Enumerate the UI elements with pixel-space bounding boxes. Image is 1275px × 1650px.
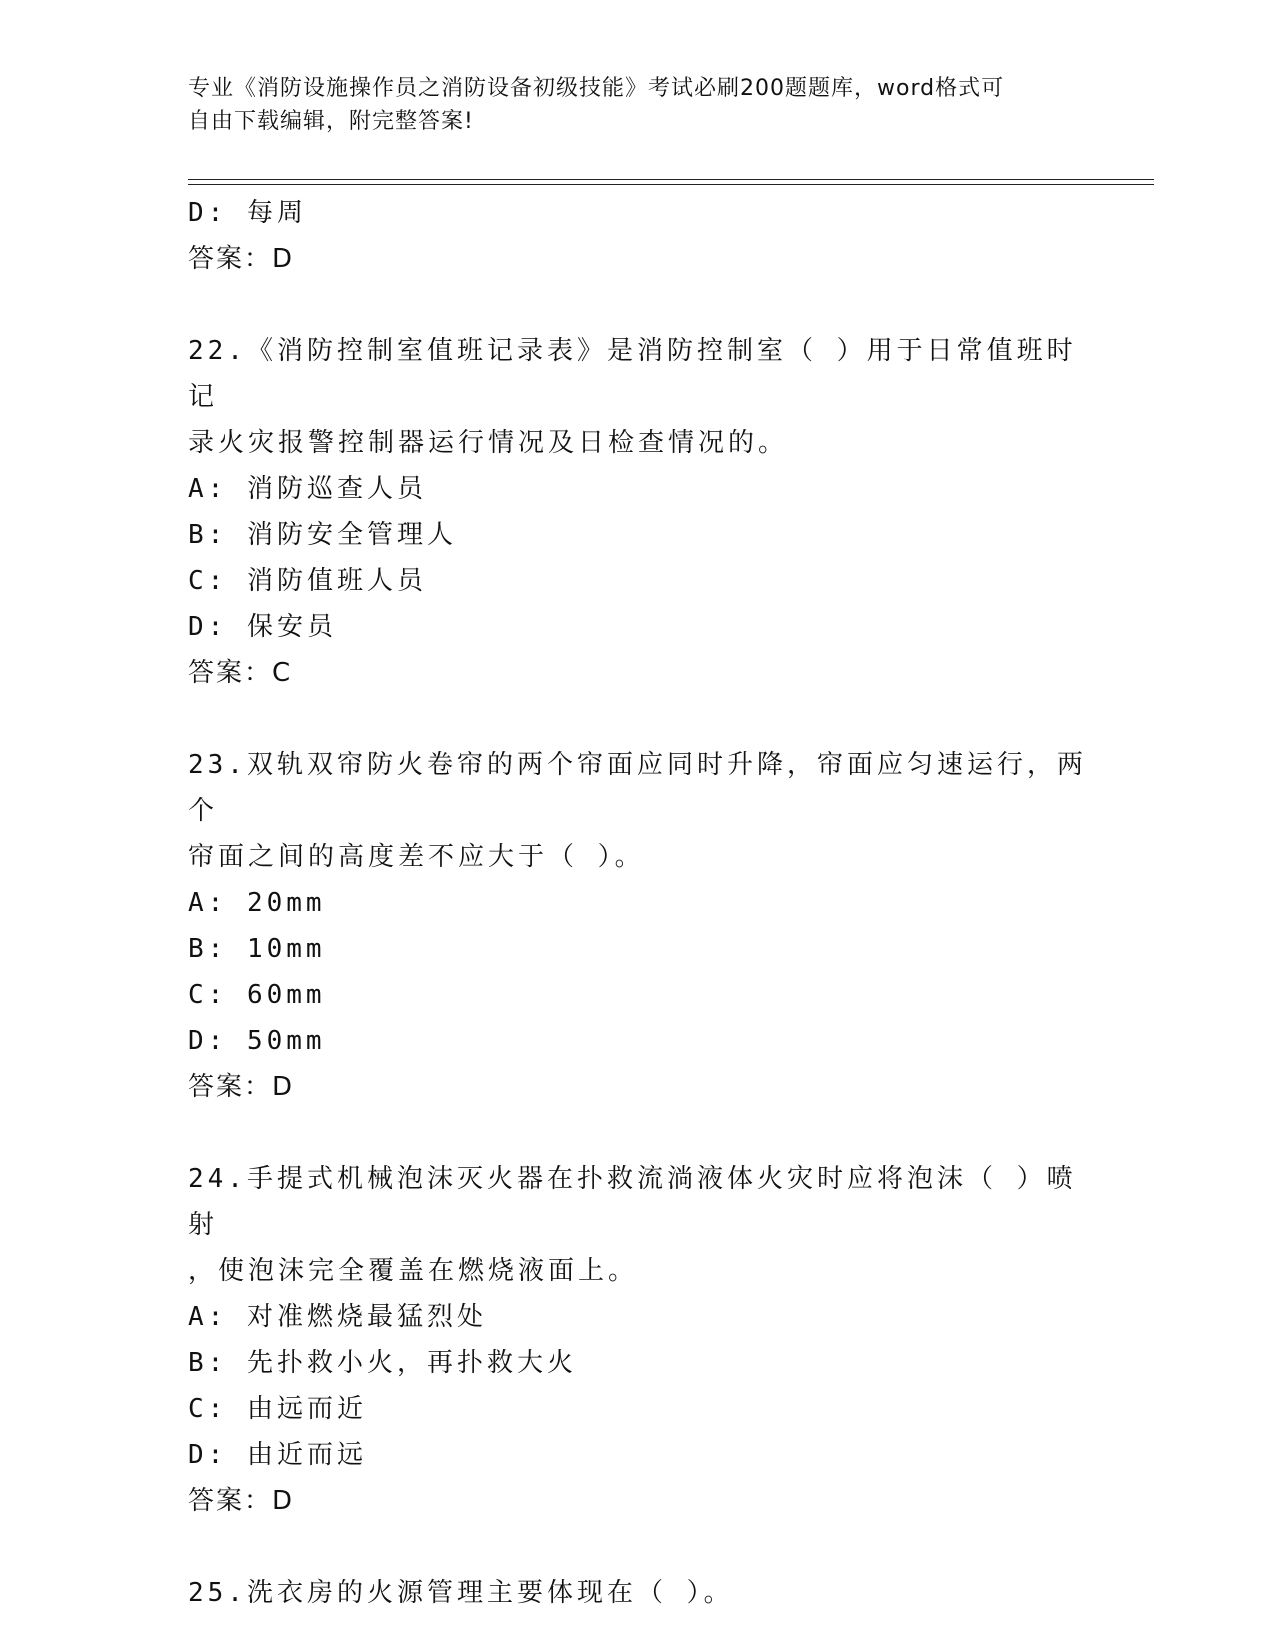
answer-line: 答案：D — [188, 1486, 295, 1516]
option-c: C: 60mm — [188, 980, 326, 1010]
option-b: B: 先扑救小火，再扑救大火 — [188, 1348, 577, 1378]
question-stem-line: 录火灾报警控制器运行情况及日检查情况的。 — [188, 428, 789, 458]
header-line-2: 自由下载编辑，附完整答案! — [188, 109, 474, 134]
option-b: B: 10mm — [188, 934, 326, 964]
question-stem-line: 23.双轨双帘防火卷帘的两个帘面应同时升降，帘面应匀速运行，两个 — [188, 750, 1087, 826]
option-b: B: 消防安全管理人 — [188, 520, 457, 550]
question-25 — [188, 1570, 1088, 1616]
document-body — [188, 190, 1088, 1616]
option-a: A: 对准燃烧最猛烈处 — [188, 1302, 487, 1332]
option-d: D: 每周 — [188, 198, 307, 228]
question-stem-line: 22.《消防控制室值班记录表》是消防控制室（ ）用于日常值班时记 — [188, 336, 1077, 412]
header-line-1: 专业《消防设施操作员之消防设备初级技能》考试必刷200题题库，word格式可 — [188, 76, 1005, 101]
question-23 — [188, 742, 1088, 1110]
option-a: A: 20mm — [188, 888, 326, 918]
option-c: C: 由远而近 — [188, 1394, 367, 1424]
option-d: D: 保安员 — [188, 612, 337, 642]
answer-line: 答案：C — [188, 658, 293, 688]
document-header — [188, 72, 1068, 138]
answer-line: 答案：D — [188, 244, 295, 274]
question-stem-line: 25.洗衣房的火源管理主要体现在（ ）。 — [188, 1578, 734, 1608]
header-divider-top — [188, 179, 1154, 180]
option-d: D: 50mm — [188, 1026, 326, 1056]
question-stem-line: ，使泡沫完全覆盖在燃烧液面上。 — [188, 1256, 639, 1286]
question-22 — [188, 328, 1088, 696]
option-a: A: 消防巡查人员 — [188, 474, 427, 504]
option-d: D: 由近而远 — [188, 1440, 367, 1470]
header-divider-bottom — [188, 184, 1154, 185]
option-c: C: 消防值班人员 — [188, 566, 427, 596]
answer-line: 答案：D — [188, 1072, 295, 1102]
question-stem-line: 帘面之间的高度差不应大于（ ）。 — [188, 842, 645, 872]
question-stem-line: 24.手提式机械泡沫灭火器在扑救流淌液体火灾时应将泡沫（ ）喷射 — [188, 1164, 1077, 1240]
question-24 — [188, 1156, 1088, 1524]
